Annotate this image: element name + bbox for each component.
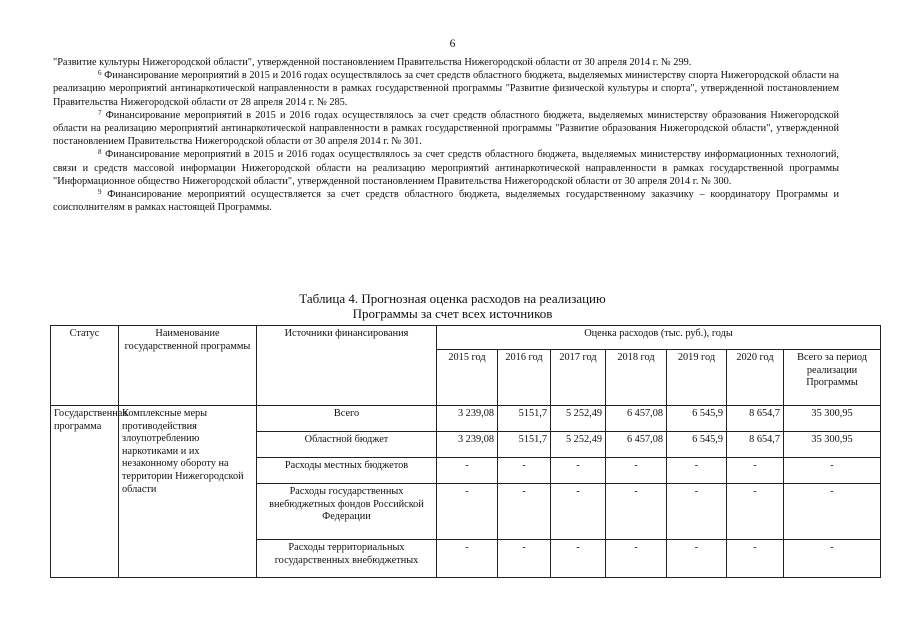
header-program-name: Наименование государственной программы: [119, 326, 257, 406]
value-cell: 5 252,49: [551, 432, 606, 458]
value-cell: 3 239,08: [437, 406, 498, 432]
value-cell: 5151,7: [498, 406, 551, 432]
page-number: 6: [449, 38, 456, 50]
header-year-2015: 2015 год: [437, 350, 498, 406]
value-cell: -: [551, 458, 606, 484]
value-cell: 35 300,95: [784, 432, 881, 458]
cost-estimate-table: [50, 325, 881, 578]
value-cell: -: [784, 458, 881, 484]
value-cell: -: [727, 458, 784, 484]
header-status: Статус: [51, 326, 119, 406]
header-year-2016: 2016 год: [498, 350, 551, 406]
value-cell: -: [437, 540, 498, 578]
value-cell: -: [667, 484, 727, 540]
value-cell: -: [667, 540, 727, 578]
value-cell: 5151,7: [498, 432, 551, 458]
value-cell: -: [606, 540, 667, 578]
value-cell: -: [437, 484, 498, 540]
value-cell: -: [727, 540, 784, 578]
footnotes: [53, 56, 839, 214]
footnote-6: [53, 69, 839, 109]
table-row: [51, 406, 881, 432]
footnote-9: [53, 188, 839, 214]
source-cell: Областной бюджет: [257, 432, 437, 458]
source-cell: Всего: [257, 406, 437, 432]
value-cell: 6 457,08: [606, 406, 667, 432]
value-cell: 6 545,9: [667, 432, 727, 458]
footnote-text: Финансирование мероприятий в 2015 и 2016 годах осуществлялось за счет средств областного бюджета, выделяемых министерству образования Нижегородской области на реализацию мероприятий антинаркотической направленности в рамках государственной программы "Развитие образования Нижегородской области", утвержденной постановлением Правительства Нижегородской области от 30 апреля 2014 г. № 301.: [53, 109, 839, 148]
value-cell: 5 252,49: [551, 406, 606, 432]
footnote-mark: 9: [98, 188, 102, 197]
value-cell: 6 457,08: [606, 432, 667, 458]
value-cell: -: [667, 458, 727, 484]
header-funding-source: Источники финансирования: [257, 326, 437, 406]
header-year-2020: 2020 год: [727, 350, 784, 406]
footnote-text: Финансирование мероприятий осуществляется за счет средств областного бюджета, выделяемых государственному заказчику – координатору Программы и соисполнителям в рамках настоящей Программы.: [53, 189, 839, 214]
table-title: [0, 292, 905, 321]
value-cell: -: [437, 458, 498, 484]
source-cell: Расходы территориальных государственных внебюджетных: [257, 540, 437, 578]
table-title-line-1: Таблица 4. Прогнозная оценка расходов на реализацию: [299, 291, 606, 306]
value-cell: -: [727, 484, 784, 540]
value-cell: 6 545,9: [667, 406, 727, 432]
footnote-8: [53, 148, 839, 188]
header-cost-estimate: Оценка расходов (тыс. руб.), годы: [437, 326, 881, 350]
header-total: Всего за период реализации Программы: [784, 350, 881, 406]
value-cell: -: [606, 484, 667, 540]
header-year-2018: 2018 год: [606, 350, 667, 406]
value-cell: -: [551, 484, 606, 540]
footnote-mark: 6: [98, 69, 102, 78]
status-cell: Государственная программа: [51, 406, 119, 578]
source-cell: Расходы государственных внебюджетных фондов Российской Федерации: [257, 484, 437, 540]
header-year-2019: 2019 год: [667, 350, 727, 406]
program-name-cell: Комплексные меры противодействия злоупотреблению наркотиками и их незаконному обороту на территории Нижегородской области: [119, 406, 257, 578]
source-cell: Расходы местных бюджетов: [257, 458, 437, 484]
table-title-line-2: Программы за счет всех источников: [352, 305, 553, 321]
header-year-2017: 2017 год: [551, 350, 606, 406]
value-cell: 35 300,95: [784, 406, 881, 432]
value-cell: -: [498, 458, 551, 484]
footnote-text: Финансирование мероприятий в 2015 и 2016 годах осуществлялось за счет средств областного бюджета, выделяемых министерству информационных технологий, связи и средств массовой информации Нижегородской области на реализацию мероприятий антинаркотической направленности в рамках государственной программы "Информационное общество Нижегородской области", утвержденной постановлением Правительства Нижегородской области от 30 апреля 2014 г. № 300.: [53, 149, 839, 187]
value-cell: -: [498, 540, 551, 578]
value-cell: -: [784, 540, 881, 578]
footnote-text: Финансирование мероприятий в 2015 и 2016 годах осуществлялось за счет средств областного бюджета, выделяемых министерству спорта Нижегородской области на реализацию мероприятий антинаркотической направленности в рамках государственной программы "Развитие физической культуры и спорта", утвержденной постановлением Правительства Нижегородской области от 28 апреля 2014 г. № 285.: [53, 70, 839, 108]
footnote-7: [53, 109, 839, 149]
value-cell: 8 654,7: [727, 432, 784, 458]
value-cell: 8 654,7: [727, 406, 784, 432]
value-cell: -: [606, 458, 667, 484]
footnote-continuation: "Развитие культуры Нижегородской области", утвержденной постановлением Правительства Нижегородской области от 30 апреля 2014 г. № 299.: [53, 57, 692, 68]
value-cell: -: [784, 484, 881, 540]
value-cell: -: [498, 484, 551, 540]
value-cell: -: [551, 540, 606, 578]
value-cell: 3 239,08: [437, 432, 498, 458]
footnote-mark: 8: [98, 148, 102, 157]
footnote-mark: 7: [98, 108, 102, 117]
